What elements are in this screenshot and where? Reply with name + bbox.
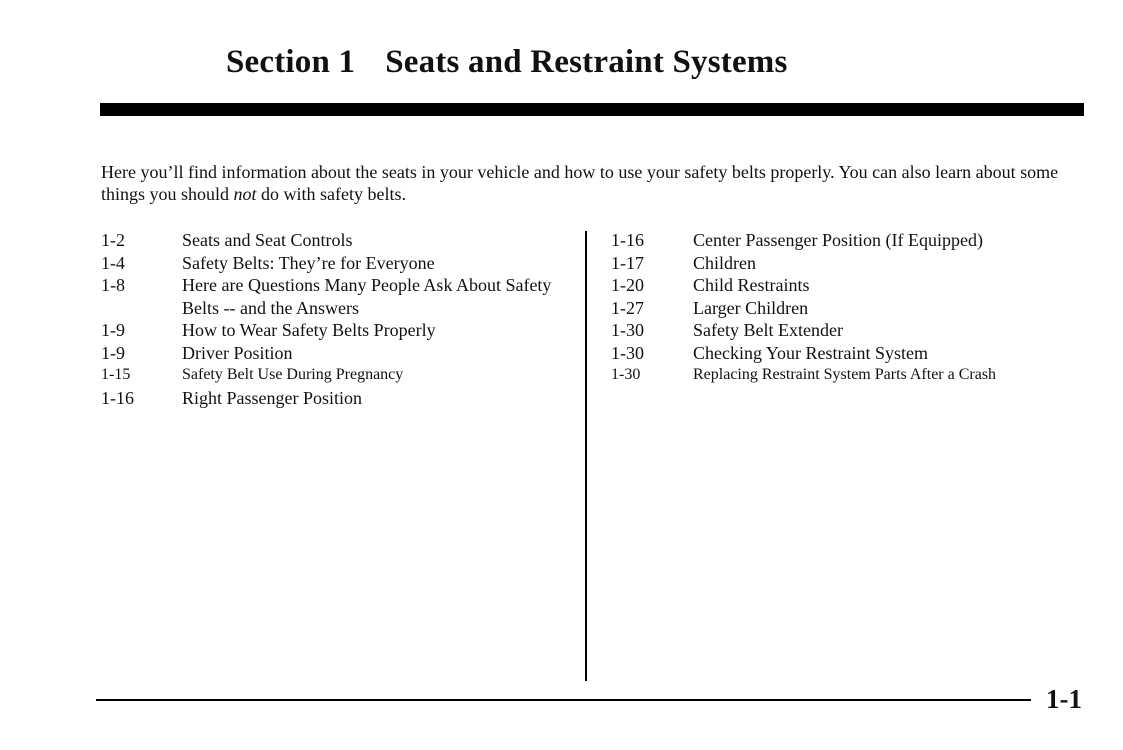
toc-right-column bbox=[611, 229, 1031, 387]
toc-entry[interactable] bbox=[101, 229, 581, 252]
toc-entry-title: Child Restraints bbox=[693, 275, 810, 295]
toc-entry-title: Driver Position bbox=[182, 342, 293, 363]
toc-entry[interactable] bbox=[611, 297, 1031, 320]
toc-entry-title: Larger Children bbox=[693, 297, 809, 318]
section-title bbox=[226, 44, 788, 81]
toc-entry[interactable] bbox=[611, 252, 1031, 275]
toc-entry-title: How to Wear Safety Belts Properly bbox=[182, 320, 436, 340]
toc-entry-title: Seats and Seat Controls bbox=[182, 230, 353, 250]
toc-page-number: 1-27 bbox=[611, 297, 644, 318]
intro-paragraph bbox=[101, 161, 1076, 205]
toc-entry-title: Children bbox=[693, 252, 756, 273]
title-rule bbox=[100, 103, 1084, 116]
toc-entry[interactable] bbox=[611, 319, 1031, 342]
toc-page-number: 1-30 bbox=[611, 366, 641, 383]
toc-entry[interactable] bbox=[101, 319, 581, 342]
toc-page-number: 1-30 bbox=[611, 342, 644, 363]
toc-page-number: 1-20 bbox=[611, 275, 644, 295]
toc-entry[interactable] bbox=[611, 364, 1031, 387]
toc-page-number: 1-16 bbox=[101, 387, 134, 408]
section-number: Section 1 bbox=[226, 44, 356, 80]
intro-emphasis: not bbox=[233, 184, 257, 204]
toc-entry[interactable] bbox=[611, 274, 1031, 297]
toc-entry[interactable] bbox=[611, 342, 1031, 365]
toc-entry[interactable] bbox=[101, 387, 581, 410]
intro-text-end: do with safety belts. bbox=[256, 184, 407, 204]
toc-entry-title: Right Passenger Position bbox=[182, 387, 363, 408]
toc-page-number: 1-8 bbox=[101, 275, 125, 295]
toc-entry-title: Here are Questions Many People Ask About Safety Belts -- and the Answers bbox=[182, 275, 552, 318]
toc-entry-title: Safety Belt Use During Pregnancy bbox=[182, 366, 404, 383]
toc-page-number: 1-2 bbox=[101, 230, 125, 250]
toc-page-number: 1-30 bbox=[611, 320, 644, 340]
toc-page-number: 1-9 bbox=[101, 342, 125, 363]
toc-page-number: 1-4 bbox=[101, 252, 125, 273]
toc-page-number: 1-9 bbox=[101, 320, 125, 340]
toc-entry[interactable] bbox=[101, 364, 581, 387]
toc-page-number: 1-16 bbox=[611, 230, 644, 250]
intro-text-start: Here you’ll find information about the seats in your vehicle and how to use your safety belts properly. You can also learn about some things you should bbox=[101, 162, 1059, 204]
section-name: Seats and Restraint Systems bbox=[385, 44, 788, 80]
toc-page-number: 1-17 bbox=[611, 252, 644, 273]
toc-page-number: 1-15 bbox=[101, 366, 131, 383]
toc-entry-title: Replacing Restraint System Parts After a Crash bbox=[693, 366, 997, 383]
toc-entry[interactable] bbox=[611, 229, 1031, 252]
toc-entry-title: Safety Belts: They’re for Everyone bbox=[182, 252, 435, 273]
toc-entry-title: Center Passenger Position (If Equipped) bbox=[693, 230, 983, 250]
toc-entry[interactable] bbox=[101, 342, 581, 365]
footer-rule bbox=[96, 699, 1031, 701]
page-number: 1-1 bbox=[1046, 684, 1082, 714]
toc-entry-title: Safety Belt Extender bbox=[693, 320, 843, 340]
toc-entry[interactable] bbox=[101, 274, 581, 319]
column-divider bbox=[585, 231, 587, 681]
toc-left-column bbox=[101, 229, 581, 409]
toc-entry[interactable] bbox=[101, 252, 581, 275]
toc-entry-title: Checking Your Restraint System bbox=[693, 342, 929, 363]
